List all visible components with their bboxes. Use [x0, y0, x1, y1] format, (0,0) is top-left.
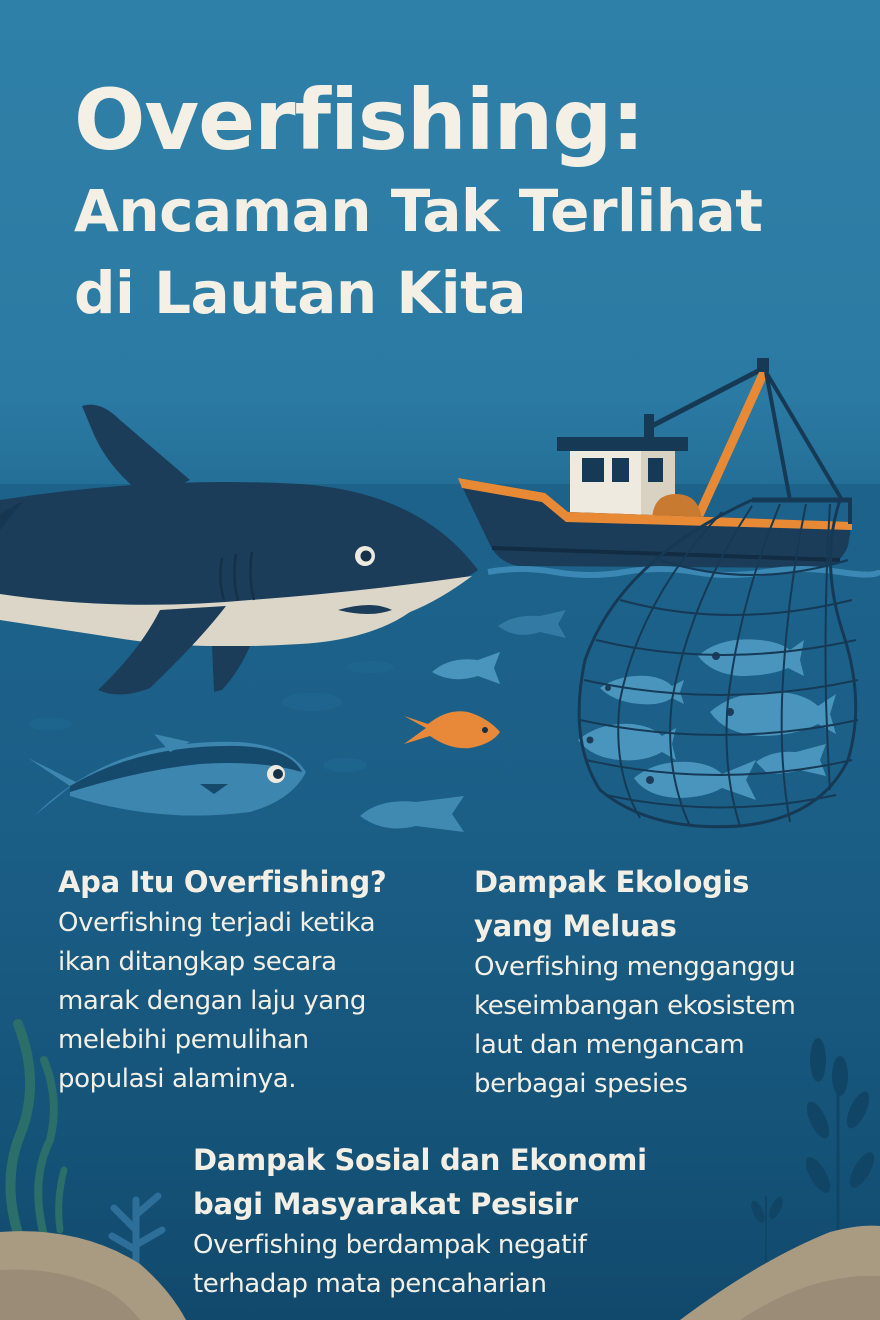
- section-heading: Dampak Sosial dan Ekonomi bagi Masyarakat Pesisir: [193, 1143, 647, 1221]
- section-social-economic-impact: [193, 1138, 713, 1304]
- page-title: [74, 70, 762, 334]
- section-body: Overfishing terjadi ketika ikan ditangkap secara marak dengan laju yang melebihi pemulihan populasi alaminya.: [58, 908, 376, 1094]
- fishing-boat-icon: [458, 358, 880, 575]
- section-body: Overfishing berdampak negatif terhadap mata pencaharian: [193, 1230, 587, 1299]
- section-heading: Apa Itu Overfishing?: [58, 865, 387, 899]
- title-line-1: Overfishing:: [74, 71, 645, 169]
- section-what-is-overfishing: [58, 860, 438, 1099]
- title-line-3: di Lautan Kita: [74, 259, 527, 327]
- section-body: Overfishing mengganggu keseimbangan ekosistem laut dan mengancam berbagai spesies: [474, 952, 796, 1099]
- title-line-2: Ancaman Tak Terlihat: [74, 177, 763, 245]
- section-heading: Dampak Ekologis yang Meluas: [474, 865, 750, 943]
- section-ecological-impact: [474, 860, 874, 1104]
